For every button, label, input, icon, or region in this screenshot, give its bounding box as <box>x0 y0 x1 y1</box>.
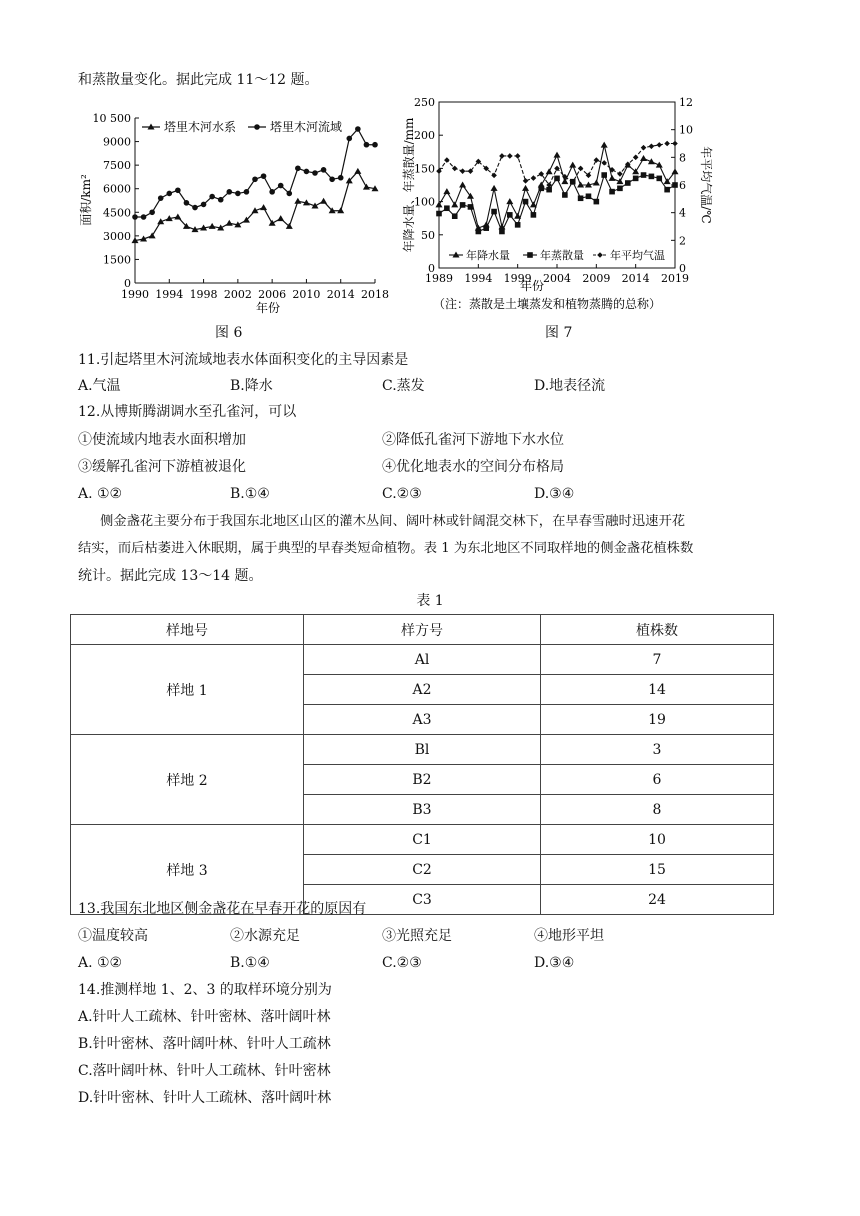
fig7-data-point <box>436 211 442 217</box>
fig7-data-point <box>601 160 607 166</box>
fig7-data-point <box>562 192 568 198</box>
fig7-data-point <box>436 201 443 207</box>
table-row <box>71 645 774 675</box>
figure-6-chart <box>70 105 400 320</box>
q13-statement-4: ④地形平坦 <box>534 928 604 944</box>
fig7-data-point <box>515 153 521 159</box>
fig7-data-point <box>641 172 647 178</box>
fig7-caption: 图 7 <box>545 325 573 341</box>
q11-option-d: D.地表径流 <box>534 378 606 394</box>
fig7-data-point <box>586 193 592 199</box>
q14-option-c: C.落叶阔叶林、针叶人工疏林、针叶密林 <box>78 1063 331 1079</box>
fig6-data-point <box>338 175 344 181</box>
fig6-data-point <box>329 176 335 182</box>
fig6-data-point <box>158 195 164 201</box>
fig7-xlabel: 年份 <box>519 279 545 293</box>
fig6-legend-label: 塔里木河水系 <box>164 120 237 134</box>
plot-cell: A2 <box>304 675 541 705</box>
fig6-x-tick-label: 2006 <box>258 288 287 301</box>
fig7-data-point <box>444 157 450 163</box>
fig7-data-point <box>649 174 655 180</box>
fig7-y2-tick-label: 0 <box>679 262 686 275</box>
count-cell: 15 <box>541 855 774 885</box>
table-row <box>71 735 774 765</box>
fig7-data-point <box>578 166 584 172</box>
fig6-x-tick-label: 1994 <box>155 288 184 301</box>
fig7-data-point <box>444 205 450 211</box>
fig7-data-point <box>649 143 655 149</box>
q11-option-b: B.降水 <box>230 378 273 394</box>
header-site: 样地号 <box>71 615 304 645</box>
fig6-data-point <box>260 204 267 210</box>
count-cell: 3 <box>541 735 774 765</box>
fig6-x-tick-label: 1990 <box>121 288 149 301</box>
fig6-y-tick-label: 10 500 <box>92 112 131 125</box>
plot-cell: A3 <box>304 705 541 735</box>
fig6-x-tick-label: 2014 <box>326 288 355 301</box>
fig7-data-point <box>617 171 623 177</box>
fig7-y-tick-label: 250 <box>414 96 435 109</box>
fig6-data-point <box>269 220 276 226</box>
fig6-x-tick-label: 2002 <box>223 288 252 301</box>
q11-stem: 11.引起塔里木河流域地表水体面积变化的主导因素是 <box>78 352 409 368</box>
fig6-data-point <box>321 167 327 173</box>
fig7-y2-tick-label: 6 <box>679 179 686 192</box>
count-cell: 7 <box>541 645 774 675</box>
fig6-caption: 图 6 <box>215 325 243 341</box>
fig6-data-point <box>286 191 292 197</box>
q14-option-a: A.针叶人工疏林、针叶密林、落叶阔叶林 <box>78 1009 331 1025</box>
fig6-data-point <box>363 184 370 190</box>
fig6-legend-marker <box>254 124 260 130</box>
table-row <box>71 825 774 855</box>
fig6-ylabel: 面积/km² <box>79 174 93 226</box>
fig7-x-tick-label: 1989 <box>425 272 453 285</box>
fig6-data-point <box>277 215 284 221</box>
fig6-data-point <box>252 176 258 182</box>
fig6-data-point <box>312 170 318 176</box>
q12-option-a: A. ①② <box>78 486 123 502</box>
fig7-data-point <box>601 172 607 178</box>
fig7-data-point <box>491 209 497 215</box>
fig6-data-point <box>166 191 172 197</box>
q13-option-b: B.①④ <box>230 955 270 971</box>
fig6-y-tick-label: 4500 <box>103 206 131 220</box>
fig7-data-point <box>656 176 662 182</box>
fig7-ylabel-right: 年平均气温/℃ <box>699 146 713 224</box>
q14-stem: 14.推测样地 1、2、3 的取样环境分别为 <box>78 982 332 998</box>
q11-option-c: C.蒸发 <box>382 378 425 394</box>
q12-option-d: D.③④ <box>534 486 575 502</box>
fig7-x-tick-label: 2009 <box>582 272 611 285</box>
fig7-data-point <box>609 175 616 181</box>
fig7-y-tick-label: 0 <box>428 262 435 275</box>
fig7-y-tick-label: 50 <box>421 228 435 242</box>
q12-statement-1: ①使流域内地表水面积增加 <box>78 432 246 448</box>
q14-option-d: D.针叶密林、针叶人工疏林、落叶阔叶林 <box>78 1090 332 1106</box>
fig7-data-point <box>523 199 529 205</box>
count-cell: 6 <box>541 765 774 795</box>
fig6-data-point <box>295 165 301 171</box>
fig6-y-tick-label: 0 <box>124 277 131 290</box>
fig7-y2-tick-label: 4 <box>679 206 686 220</box>
q13-statement-1: ①温度较高 <box>78 928 148 944</box>
fig7-data-point <box>640 155 647 161</box>
fig7-data-point <box>468 204 474 210</box>
fig6-xlabel: 年份 <box>255 301 281 315</box>
fig6-data-point <box>175 187 181 193</box>
fig7-data-point <box>476 229 482 235</box>
fig7-legend-label: 年降水量 <box>466 249 510 262</box>
fig7-data-point <box>554 152 561 158</box>
fig7-data-point <box>641 145 647 151</box>
fig7-plot-frame <box>439 102 675 268</box>
fig7-data-point <box>578 195 584 201</box>
fig6-data-point <box>174 214 181 220</box>
q12-statement-2: ②降低孔雀河下游地下水水位 <box>382 432 564 448</box>
fig6-x-tick-label: 2018 <box>361 288 389 301</box>
fig7-data-point <box>546 168 553 174</box>
fig7-legend-label: 年平均气温 <box>610 249 665 262</box>
plot-cell: B3 <box>304 795 541 825</box>
fig7-legend-marker <box>527 252 533 258</box>
fig7-y2-tick-label: 8 <box>679 151 686 165</box>
fig6-data-point <box>304 169 310 175</box>
fig7-data-point <box>491 173 497 179</box>
count-cell: 19 <box>541 705 774 735</box>
site-cell: 样地 2 <box>71 735 304 825</box>
table1-caption: 表 1 <box>416 593 444 609</box>
fig7-data-point <box>531 212 537 218</box>
intro-line: 和蒸散量变化。据此完成 11～12 题。 <box>78 72 319 88</box>
fig6-data-point <box>149 232 156 238</box>
fig7-y-tick-label: 200 <box>414 129 435 143</box>
fig7-data-point <box>443 188 450 194</box>
fig7-data-point <box>664 187 670 193</box>
fig7-y2-tick-label: 2 <box>679 234 686 248</box>
fig6-data-point <box>355 126 361 132</box>
figure-7-chart <box>395 90 715 322</box>
fig7-data-point <box>507 212 513 218</box>
fig6-y-tick-label: 9000 <box>103 135 131 149</box>
fig7-data-point <box>459 182 466 188</box>
fig7-y2-tick-label: 12 <box>679 96 693 109</box>
fig6-data-point <box>244 189 250 195</box>
plot-cell: Bl <box>304 735 541 765</box>
fig7-data-point <box>554 176 560 182</box>
fig7-data-point <box>633 155 639 161</box>
fig6-y-tick-label: 6000 <box>103 182 131 196</box>
count-cell: 8 <box>541 795 774 825</box>
q12-stem: 12.从博斯腾湖调水至孔雀河，可以 <box>78 404 297 420</box>
fig6-data-point <box>209 223 216 229</box>
table-header-row <box>71 615 774 645</box>
fig6-data-point <box>184 200 190 206</box>
fig6-data-point <box>364 142 370 148</box>
fig6-y-tick-label: 1500 <box>103 253 131 267</box>
fig7-data-point <box>506 198 513 204</box>
q12-option-b: B.①④ <box>230 486 270 502</box>
fig7-legend-marker <box>597 252 603 258</box>
table-1 <box>70 614 774 915</box>
fig6-series-line <box>135 129 375 217</box>
fig7-y-tick-label: 100 <box>414 195 435 209</box>
fig6-legend-label: 塔里木河流域 <box>270 120 343 134</box>
q11-option-a: A.气温 <box>78 378 121 394</box>
fig6-x-tick-label: 2010 <box>292 288 321 301</box>
fig7-data-point <box>515 222 521 228</box>
fig7-data-point <box>531 175 537 181</box>
q14-option-b: B.针叶密林、落叶阔叶林、针叶人工疏林 <box>78 1036 331 1052</box>
fig6-data-point <box>235 191 241 197</box>
fig7-x-tick-label: 2019 <box>661 272 689 285</box>
fig7-data-point <box>460 168 466 174</box>
fig7-data-point <box>625 180 631 186</box>
header-count: 植株数 <box>541 615 774 645</box>
fig7-data-point <box>593 180 600 186</box>
site-cell: 样地 1 <box>71 645 304 735</box>
fig6-data-point <box>346 136 352 142</box>
plot-cell: B2 <box>304 765 541 795</box>
fig7-data-point <box>523 178 529 184</box>
fig7-data-point <box>664 141 670 147</box>
fig7-data-point <box>672 141 678 147</box>
plot-cell: C1 <box>304 825 541 855</box>
plot-cell: C2 <box>304 855 541 885</box>
q12-option-c: C.②③ <box>382 486 422 502</box>
fig7-data-point <box>499 229 505 235</box>
fig7-data-point <box>594 199 600 205</box>
fig6-data-point <box>294 198 301 204</box>
fig6-data-point <box>218 197 224 203</box>
fig7-data-point <box>633 176 639 182</box>
fig7-y-tick-label: 150 <box>414 162 435 176</box>
fig7-data-point <box>491 185 498 191</box>
plot-cell: C3 <box>304 885 541 915</box>
fig6-data-point <box>278 183 284 189</box>
fig7-data-point <box>601 142 608 148</box>
fig6-data-point <box>132 214 138 220</box>
fig6-y-tick-label: 3000 <box>103 229 131 243</box>
fig7-data-point <box>452 213 458 219</box>
q13-statement-2: ②水源充足 <box>230 928 300 944</box>
fig6-data-point <box>354 168 361 174</box>
passage-line-3: 统计。据此完成 13～14 题。 <box>78 568 263 584</box>
fig7-x-tick-label: 1994 <box>464 272 493 285</box>
fig7-ylabel-left: 年降水量、年蒸散量/mm <box>402 117 416 253</box>
fig7-legend-label: 年蒸散量 <box>540 249 584 262</box>
fig7-x-tick-label: 2014 <box>621 272 650 285</box>
passage-line-1: 侧金盏花主要分布于我国东北地区山区的灌木丛间、阔叶林或针阔混交林下，在早春雪融时迅速开花 <box>100 514 686 529</box>
fig6-data-point <box>201 202 207 208</box>
fig6-data-point <box>261 173 267 179</box>
fig6-data-point <box>372 142 378 148</box>
fig7-data-point <box>672 168 679 174</box>
fig7-data-point <box>569 162 576 168</box>
fig6-data-point <box>192 205 198 211</box>
fig6-data-point <box>226 220 233 226</box>
q12-statement-4: ④优化地表水的空间分布格局 <box>382 459 564 475</box>
fig7-series-line <box>439 175 675 231</box>
fig6-data-point <box>320 198 327 204</box>
fig7-data-point <box>452 166 458 172</box>
q13-option-d: D.③④ <box>534 955 575 971</box>
q12-statement-3: ③缓解孔雀河下游植被退化 <box>78 459 246 475</box>
fig7-y2-tick-label: 10 <box>679 123 693 137</box>
fig7-data-point <box>672 182 678 188</box>
passage-line-2: 结实，而后枯萎进入休眠期，属于典型的早春类短命植物。表 1 为东北地区不同取样地的侧金盏花植株数 <box>78 541 694 556</box>
plot-cell: Al <box>304 645 541 675</box>
q13-option-a: A. ①② <box>78 955 123 971</box>
fig7-data-point <box>609 189 615 195</box>
count-cell: 14 <box>541 675 774 705</box>
fig7-data-point <box>656 142 662 148</box>
fig6-data-point <box>149 209 155 215</box>
q13-option-c: C.②③ <box>382 955 422 971</box>
fig6-y-tick-label: 7500 <box>103 159 131 173</box>
fig6-data-point <box>269 189 275 195</box>
header-plot: 样方号 <box>304 615 541 645</box>
q13-statement-3: ③光照充足 <box>382 928 452 944</box>
fig7-x-tick-label: 2004 <box>543 272 571 285</box>
fig7-data-point <box>522 185 529 191</box>
q13-stem: 13.我国东北地区侧金盏花在早春开花的原因有 <box>78 901 367 917</box>
fig7-data-point <box>460 202 466 208</box>
fig7-data-point <box>538 186 544 192</box>
fig7-data-point <box>617 186 623 192</box>
count-cell: 24 <box>541 885 774 915</box>
fig6-x-tick-label: 1998 <box>189 288 218 301</box>
fig6-data-point <box>209 194 215 200</box>
count-cell: 10 <box>541 825 774 855</box>
fig7-data-point <box>507 153 513 159</box>
fig7-x-tick-label: 1999 <box>503 272 532 285</box>
fig7-data-point <box>483 225 489 231</box>
fig6-data-point <box>226 189 232 195</box>
fig7-data-point <box>499 153 505 159</box>
fig7-data-point <box>594 157 600 163</box>
fig7-note: （注：蒸散是土壤蒸发和植物蒸腾的总称） <box>432 297 662 311</box>
fig7-data-point <box>451 201 458 207</box>
site-cell: 样地 3 <box>71 825 304 915</box>
fig6-data-point <box>141 214 147 220</box>
